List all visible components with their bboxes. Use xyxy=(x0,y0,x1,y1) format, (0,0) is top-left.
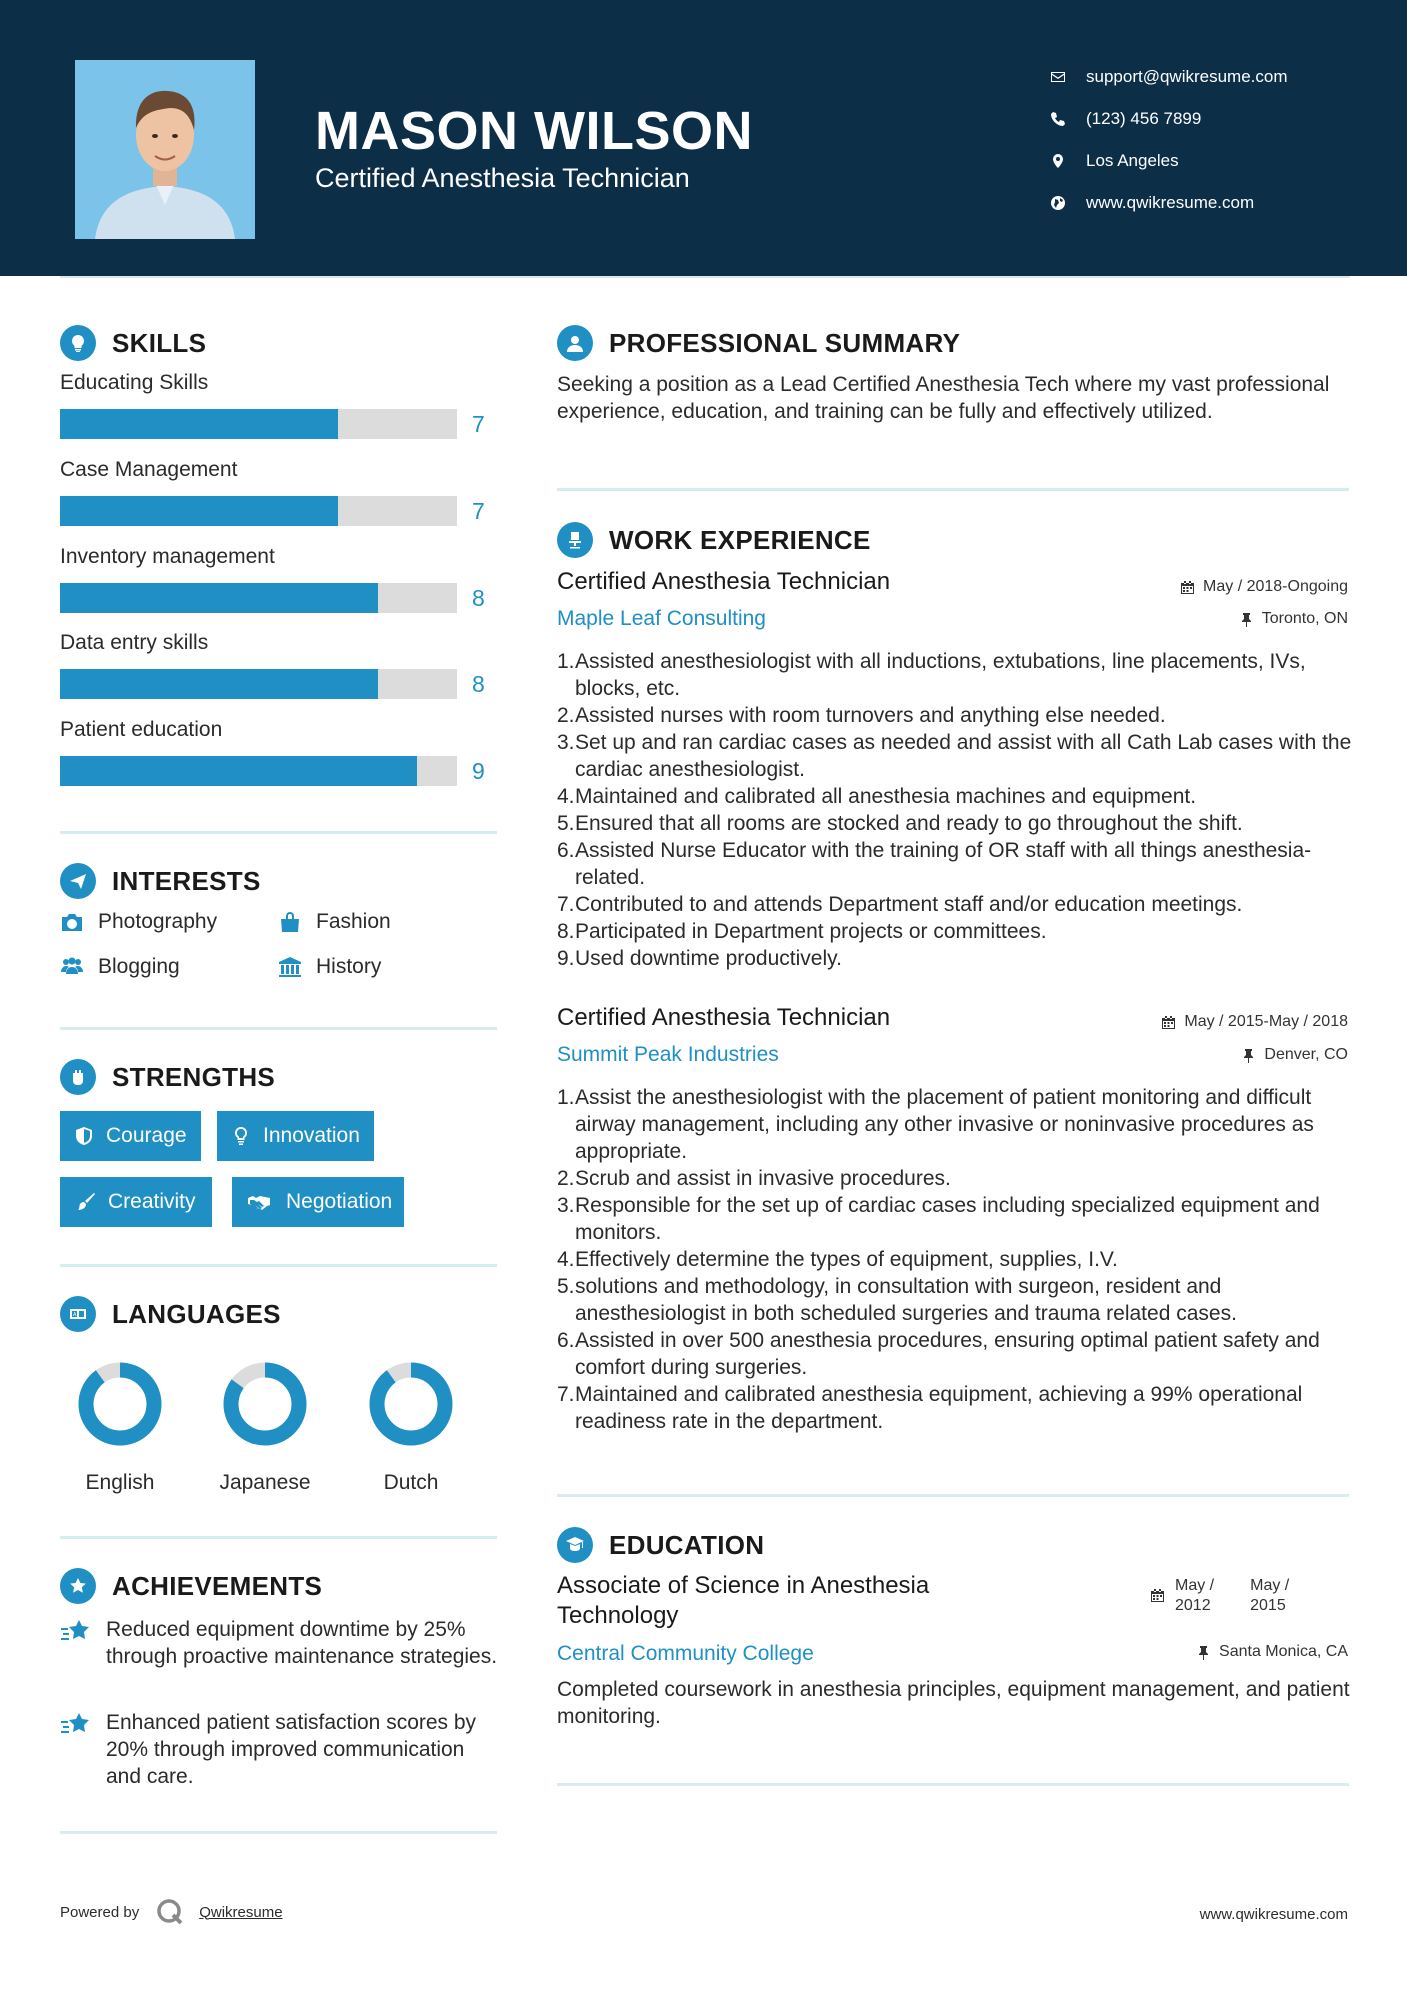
job-location-text: Denver, CO xyxy=(1264,1046,1348,1063)
skill-bar-track xyxy=(60,409,457,439)
experience-title: WORK EXPERIENCE xyxy=(609,524,871,555)
svg-text:A: A xyxy=(73,1312,77,1318)
education-start-line1: May / xyxy=(1175,1577,1215,1594)
skill-label: Inventory management xyxy=(60,545,275,568)
contact-location xyxy=(1050,140,1370,182)
job-location xyxy=(1239,610,1348,628)
strength-badge xyxy=(232,1177,404,1227)
contact-website-text: www.qwikresume.com xyxy=(1086,193,1255,212)
contact-phone[interactable] xyxy=(1050,98,1370,140)
education-location xyxy=(1196,1643,1348,1661)
education-end xyxy=(1250,1576,1289,1616)
candidate-name: MASON WILSON xyxy=(315,101,753,161)
duty-item: 2. Scrub and assist in invasive procedures. xyxy=(557,1167,951,1190)
contact-location-text: Los Angeles xyxy=(1086,151,1179,170)
globe-icon xyxy=(1050,195,1086,211)
envelope-icon xyxy=(1050,69,1086,85)
job-title: Certified Anesthesia Technician xyxy=(557,1004,891,1031)
duty-text: Assisted nurses with room turnovers and anything else needed. xyxy=(575,704,1166,727)
shopping-bag-icon xyxy=(278,911,302,933)
duty-text: Participated in Department projects or committees. xyxy=(575,920,1047,943)
language-item xyxy=(351,1361,471,1495)
office-chair-icon xyxy=(557,522,593,558)
interest-label: Blogging xyxy=(98,955,180,978)
achievements-heading xyxy=(60,1568,322,1604)
bank-building-icon xyxy=(278,956,302,978)
achievement-text: Enhanced patient satisfaction scores by 20% through improved communication and care. xyxy=(106,1711,477,1788)
job-location-text: Toronto, ON xyxy=(1261,610,1348,627)
skill-value: 7 xyxy=(472,411,485,437)
duty-item: 5. solutions and methodology, in consultation with surgeon, resident and anesthesiologist in both scheduled surgeries and trauma related cases. xyxy=(557,1273,1357,1327)
user-icon xyxy=(557,325,593,361)
duty-item: 6. Assisted Nurse Educator with the training of OR staff with all things anesthesia-related. xyxy=(557,837,1357,891)
company-name[interactable]: Summit Peak Industries xyxy=(557,1043,779,1066)
duty-text: Ensured that all rooms are stocked and ready to go throughout the shift. xyxy=(575,812,1243,835)
skill-label: Patient education xyxy=(60,718,223,741)
interest-item xyxy=(60,955,180,979)
language-ring xyxy=(222,1361,308,1447)
shooting-star-icon xyxy=(60,1618,92,1646)
languages-title: LANGUAGES xyxy=(112,1298,281,1329)
contact-email-text: support@qwikresume.com xyxy=(1086,67,1288,86)
skill-bar-fill xyxy=(60,756,417,786)
lightbulb-icon xyxy=(60,325,96,361)
handshake-icon xyxy=(244,1192,274,1212)
duty-item: 9. Used downtime productively. xyxy=(557,947,842,970)
duty-text: Contributed to and attends Department staff and/or education meetings. xyxy=(575,893,1243,916)
strength-label: Courage xyxy=(106,1124,187,1147)
achievement-item xyxy=(60,1709,500,1790)
skill-bar-track xyxy=(60,756,457,786)
interest-label: History xyxy=(316,955,382,978)
job-date-text: May / 2015-May / 2018 xyxy=(1184,1013,1348,1030)
skill-value: 7 xyxy=(472,498,485,524)
duty-text: Effectively determine the types of equipment, supplies, I.V. xyxy=(575,1248,1118,1271)
section-divider xyxy=(60,831,497,834)
summary-heading xyxy=(557,325,960,361)
skill-bar-fill xyxy=(60,409,338,439)
duty-item: 4. Maintained and calibrated all anesthesia machines and equipment. xyxy=(557,785,1197,808)
duty-text: Used downtime productively. xyxy=(575,947,842,970)
skill-item xyxy=(60,631,500,697)
qwikresume-logo-icon xyxy=(155,1897,185,1927)
pushpin-icon xyxy=(1241,1048,1256,1063)
language-label: Japanese xyxy=(219,1471,311,1494)
education-end-line2: 2015 xyxy=(1250,1597,1286,1614)
graduate-icon xyxy=(557,1527,593,1563)
interests-heading xyxy=(60,863,261,899)
interest-item xyxy=(60,910,217,934)
strength-label: Innovation xyxy=(263,1124,360,1147)
footer-website[interactable]: www.qwikresume.com xyxy=(1199,1906,1348,1923)
pushpin-icon xyxy=(1239,612,1254,627)
fist-icon xyxy=(60,1059,96,1095)
strength-label: Creativity xyxy=(108,1190,196,1213)
education-date xyxy=(1150,1576,1289,1616)
duty-list xyxy=(557,648,1357,972)
translate-icon xyxy=(60,1296,96,1332)
education-heading xyxy=(557,1527,764,1563)
duty-text: Assist the anesthesiologist with the placement of patient monitoring and difficult airway management, including any other invasive or noninvasive procedures as appropriate. xyxy=(575,1086,1314,1163)
duty-text: Responsible for the set up of cardiac cases including specialized equipment and monitors. xyxy=(575,1194,1320,1244)
language-label: Dutch xyxy=(383,1471,439,1494)
degree-title: Associate of Science in Anesthesia Technology xyxy=(557,1572,930,1629)
contact-list xyxy=(1050,56,1370,224)
interests-title: INTERESTS xyxy=(112,865,261,896)
strength-badge xyxy=(60,1111,201,1161)
duty-text: Assisted Nurse Educator with the training of OR staff with all things anesthesia-related. xyxy=(575,839,1312,889)
lightbulb-icon xyxy=(231,1126,251,1146)
skill-bar-track xyxy=(60,669,457,699)
company-name[interactable]: Maple Leaf Consulting xyxy=(557,607,766,630)
shooting-star-icon xyxy=(60,1711,92,1739)
interest-label: Photography xyxy=(98,910,218,933)
phone-icon xyxy=(1050,111,1086,127)
skill-value: 9 xyxy=(472,758,485,784)
strength-badge xyxy=(60,1177,212,1227)
summary-text: Seeking a position as a Lead Certified Anesthesia Tech where my vast professional experience, education, and training can be fully and effectively utilized. xyxy=(557,373,1330,423)
skills-heading xyxy=(60,325,206,361)
language-ring-fill xyxy=(86,1370,154,1438)
candidate-title: Certified Anesthesia Technician xyxy=(315,163,690,193)
resume-header xyxy=(0,0,1407,276)
duty-text: Assisted anesthesiologist with all inductions, extubations, line placements, IVs, blocks, etc. xyxy=(575,650,1306,700)
section-divider xyxy=(557,488,1349,491)
contact-phone-text: (123) 456 7899 xyxy=(1086,109,1202,128)
skill-bar-track xyxy=(60,496,457,526)
skill-bar-fill xyxy=(60,669,378,699)
job-date-text: May / 2018-Ongoing xyxy=(1203,578,1348,595)
section-divider xyxy=(60,1264,497,1267)
education-end-line1: May / xyxy=(1250,1577,1290,1594)
duty-item: 7. Maintained and calibrated anesthesia equipment, achieving a 99% operational readiness rate in the department. xyxy=(557,1381,1357,1435)
experience-heading xyxy=(557,522,871,558)
calendar-icon xyxy=(1180,580,1195,595)
skill-bar-track xyxy=(60,583,457,613)
education-description: Completed coursework in anesthesia principles, equipment management, and patient monitoring. xyxy=(557,1678,1350,1728)
education-title: EDUCATION xyxy=(609,1529,765,1560)
duty-item: 1. Assisted anesthesiologist with all inductions, extubations, line placements, IVs, blocks, etc. xyxy=(557,648,1357,702)
job-date xyxy=(1180,578,1348,596)
location-pin-icon xyxy=(1050,153,1086,169)
duty-text: Maintained and calibrated all anesthesia machines and equipment. xyxy=(575,785,1197,808)
section-divider xyxy=(60,1831,497,1834)
paper-plane-icon xyxy=(60,863,96,899)
section-divider xyxy=(60,1536,497,1539)
achievement-text: Reduced equipment downtime by 25% through proactive maintenance strategies. xyxy=(106,1618,498,1668)
brand-link[interactable]: Qwikresume xyxy=(199,1903,283,1921)
language-ring-fill xyxy=(377,1370,445,1438)
language-item xyxy=(60,1361,180,1495)
strengths-heading xyxy=(60,1059,275,1095)
shield-icon xyxy=(74,1126,94,1146)
strength-label: Negotiation xyxy=(286,1190,393,1213)
duty-text: Assisted in over 500 anesthesia procedures, ensuring optimal patient safety and comfort during surgeries. xyxy=(575,1329,1320,1379)
calendar-icon xyxy=(1161,1015,1176,1030)
skill-label: Case Management xyxy=(60,458,238,481)
language-item xyxy=(205,1361,325,1495)
star-badge-icon xyxy=(60,1568,96,1604)
pushpin-icon xyxy=(1196,1645,1211,1660)
duty-item: 3. Responsible for the set up of cardiac cases including specialized equipment and monitors. xyxy=(557,1192,1357,1246)
contact-email[interactable] xyxy=(1050,56,1370,98)
duty-item: 4. Effectively determine the types of equipment, supplies, I.V. xyxy=(557,1248,1118,1271)
footer-powered-by xyxy=(60,1897,283,1927)
interest-item xyxy=(278,910,391,934)
skill-value: 8 xyxy=(472,585,485,611)
profile-photo xyxy=(75,60,255,239)
interest-label: Fashion xyxy=(316,910,391,933)
skill-label: Educating Skills xyxy=(60,371,209,394)
summary-title: PROFESSIONAL SUMMARY xyxy=(609,327,961,358)
education-start xyxy=(1175,1576,1214,1616)
skill-bar-fill xyxy=(60,496,338,526)
duty-item: 1. Assist the anesthesiologist with the placement of patient monitoring and difficult airway management, including any other invasive or noninvasive procedures as appropriate. xyxy=(557,1084,1357,1165)
section-divider xyxy=(557,1494,1349,1497)
language-ring xyxy=(368,1361,454,1447)
strengths-title: STRENGTHS xyxy=(112,1061,276,1092)
skill-value: 8 xyxy=(472,671,485,697)
section-divider xyxy=(557,1783,1349,1786)
skills-title: SKILLS xyxy=(112,327,207,358)
duty-item: 3. Set up and ran cardiac cases as needed and assist with all Cath Lab cases with the cardiac anesthesiologist. xyxy=(557,729,1357,783)
duty-item: 8. Participated in Department projects or committees. xyxy=(557,920,1047,943)
calendar-icon xyxy=(1150,1588,1165,1603)
school-name[interactable]: Central Community College xyxy=(557,1642,814,1665)
duty-text: solutions and methodology, in consultation with surgeon, resident and anesthesiologist in both scheduled surgeries and trauma related cases. xyxy=(575,1275,1237,1325)
strength-badge xyxy=(217,1111,374,1161)
skill-item xyxy=(60,458,500,524)
job-location xyxy=(1241,1046,1348,1064)
header-underline xyxy=(60,276,1350,278)
duty-item: 5. Ensured that all rooms are stocked and ready to go throughout the shift. xyxy=(557,812,1243,835)
section-divider xyxy=(60,1027,497,1030)
duty-list xyxy=(557,1084,1357,1435)
duty-text: Set up and ran cardiac cases as needed and assist with all Cath Lab cases with the cardiac anesthesiologist. xyxy=(575,731,1352,781)
users-icon xyxy=(60,956,84,978)
education-location-text: Santa Monica, CA xyxy=(1219,1643,1348,1660)
powered-by-text: Powered by xyxy=(60,1903,140,1921)
achievement-item xyxy=(60,1616,500,1670)
duty-item: 7. Contributed to and attends Department staff and/or education meetings. xyxy=(557,893,1243,916)
duty-text: Maintained and calibrated anesthesia equipment, achieving a 99% operational readiness rate in the department. xyxy=(575,1383,1303,1433)
duty-item: 2. Assisted nurses with room turnovers and anything else needed. xyxy=(557,704,1166,727)
skill-item xyxy=(60,545,500,611)
duty-item: 6. Assisted in over 500 anesthesia procedures, ensuring optimal patient safety and comfort during surgeries. xyxy=(557,1327,1357,1381)
skill-label: Data entry skills xyxy=(60,631,209,654)
skill-item xyxy=(60,371,500,437)
achievements-title: ACHIEVEMENTS xyxy=(112,1570,323,1601)
paintbrush-icon xyxy=(76,1192,96,1212)
job-date xyxy=(1161,1013,1348,1031)
camera-icon xyxy=(60,911,84,933)
interest-item xyxy=(278,955,381,979)
language-ring xyxy=(77,1361,163,1447)
education-start-line2: 2012 xyxy=(1175,1597,1211,1614)
language-label: English xyxy=(85,1471,155,1494)
duty-text: Scrub and assist in invasive procedures. xyxy=(575,1167,951,1190)
skill-item xyxy=(60,718,500,784)
languages-heading xyxy=(60,1296,281,1332)
skill-bar-fill xyxy=(60,583,378,613)
contact-website[interactable] xyxy=(1050,182,1370,224)
job-title: Certified Anesthesia Technician xyxy=(557,568,891,595)
